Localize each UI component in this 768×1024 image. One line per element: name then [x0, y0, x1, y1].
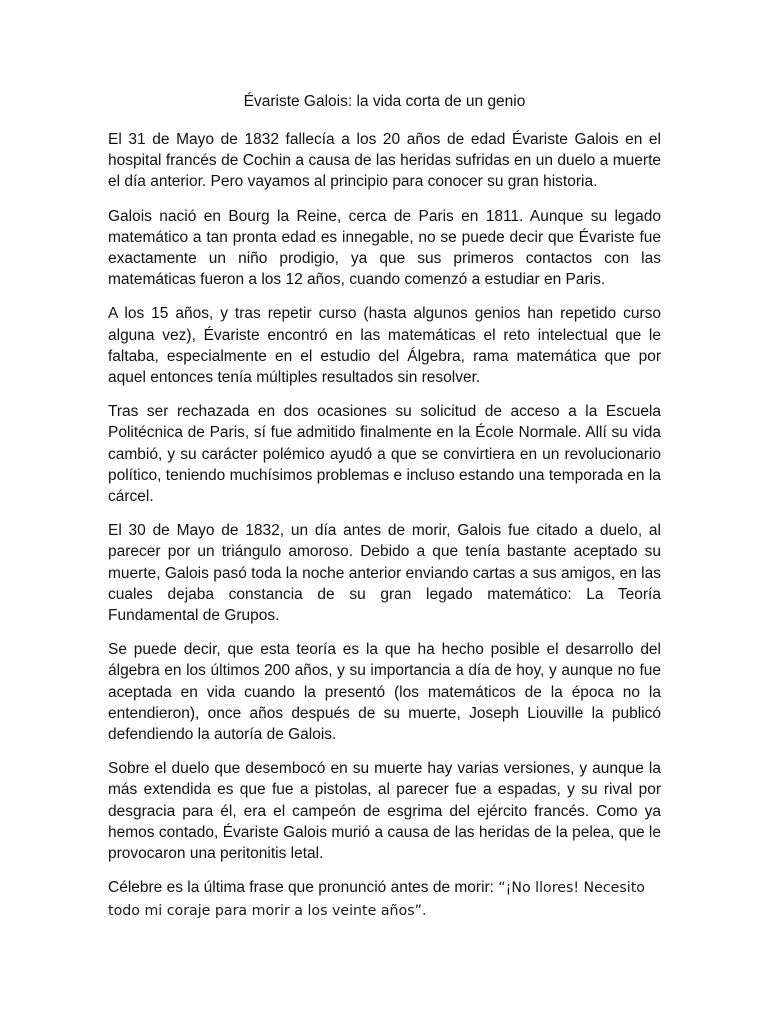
paragraph-6: Se puede decir, que esta teoría es la que ha hecho posible el desarrollo del álgebra en los últimos 200 años, y su importancia a día de hoy, y aunque no fue aceptada en vida cuando la presentó (los matemáticos de la época no la entendieron), once años después de su muerte, Joseph Liouville la publicó defendiendo la autoría de Galois.	[108, 641, 661, 744]
final-paragraph-lead: Célebre es la última frase que pronunció antes de morir:	[108, 879, 499, 897]
paragraph-3: A los 15 años, y tras repetir curso (hasta algunos genios han repetido curso alguna vez), Évariste encontró en las matemáticas el reto intelectual que le faltaba, especialmente en el estudio del Álgebra, rama matemática que por aquel entonces tenía múltiples resultados sin resolver.	[108, 305, 661, 387]
paragraph-4: Tras ser rechazada en dos ocasiones su solicitud de acceso a la Escuela Politécnica de Paris, sí fue admitido finalmente en la École Normale. Allí su vida cambió, y su carácter polémico ayudó a que se convirtiera en un revolucionario político, teniendo muchísimos problemas e incluso estando una temporada en la cárcel.	[108, 403, 661, 506]
final-paragraph	[108, 877, 661, 921]
document-title: Évariste Galois: la vida corta de un genio	[243, 93, 526, 110]
document-page	[108, 84, 661, 935]
paragraph-5: El 30 de Mayo de 1832, un día antes de morir, Galois fue citado a duelo, al parecer por un triángulo amoroso. Debido a que tenía bastante aceptado su muerte, Galois pasó toda la noche anterior enviando cartas a sus amigos, en las cuales dejaba constancia de su gran legado matemático: La Teoría Fundamental de Grupos.	[108, 522, 661, 625]
paragraph-1: El 31 de Mayo de 1832 fallecía a los 20 años de edad Évariste Galois en el hospital francés de Cochin a causa de las heridas sufridas en un duelo a muerte el día anterior. Pero vayamos al principio para conocer su gran historia.	[108, 131, 661, 191]
paragraph-2: Galois nació en Bourg la Reine, cerca de Paris en 1811. Aunque su legado matemático a tan pronta edad es innegable, no se puede decir que Évariste fue exactamente un niño prodigio, ya que sus primeros contactos con las matemáticas fueron a los 12 años, cuando comenzó a estudiar en Paris.	[108, 207, 661, 289]
famous-quote: “¡No llores! Necesito todo mi coraje para morir a los veinte años”.	[108, 880, 645, 919]
paragraph-7: Sobre el duelo que desembocó en su muerte hay varias versiones, y aunque la más extendida es que fue a pistolas, al parecer fue a espadas, y su rival por desgracia para él, era el campeón de esgrima del ejército francés. Como ya hemos contado, Évariste Galois murió a causa de las heridas de la pelea, que le provocaron una peritonitis letal.	[108, 760, 661, 863]
